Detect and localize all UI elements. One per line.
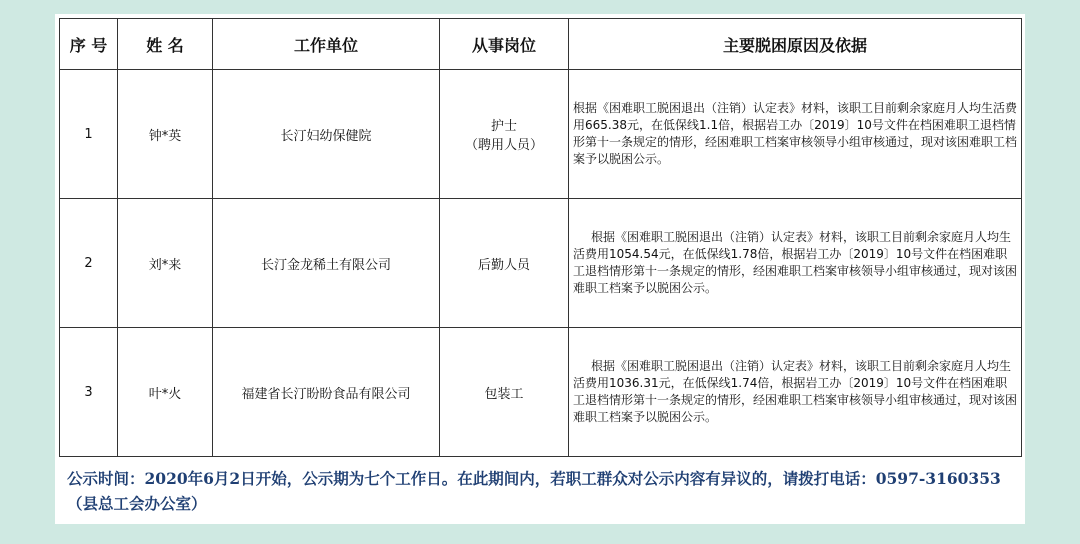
position-line1: 护士 (490, 119, 517, 134)
notice-sheet (55, 14, 1025, 524)
row-position (440, 199, 569, 328)
row-name: 叶*火 (118, 328, 213, 457)
row-reason (569, 328, 1022, 457)
header-unit: 工作单位 (213, 19, 440, 70)
row-position (440, 328, 569, 457)
header-name: 姓 名 (118, 19, 213, 70)
reason-text: 根据《困难职工脱困退出（注销）认定表》材料，该职工目前剩余家庭月人均生活费用1036.31元，在低保线1.74倍，根据岩工办〔2019〕10号文件在档困难职工退档情形第十一条规定的情形，经困难职工档案审核领导小组审核通过，现对该困难职工档案予以脱困公示。 (573, 359, 1018, 424)
row-unit: 福建省长汀盼盼食品有限公司 (213, 328, 440, 457)
table-row (60, 70, 1022, 199)
header-reason: 主要脱困原因及依据 (569, 19, 1022, 70)
row-reason (569, 70, 1022, 199)
header-no: 序 号 (60, 19, 118, 70)
header-position: 从事岗位 (440, 19, 569, 70)
position-line1: 后勤人员 (477, 257, 530, 273)
row-name: 钟*英 (118, 70, 213, 199)
poverty-exit-table (59, 18, 1022, 457)
table-row (60, 199, 1022, 328)
row-no: 3 (60, 328, 118, 457)
table-row (60, 328, 1022, 457)
row-reason (569, 199, 1022, 328)
reason-text: 根据《困难职工脱困退出（注销）认定表》材料，该职工目前剩余家庭月人均生活费用665.38元，在低保线1.1倍，根据岩工办〔2019〕10号文件在档困难职工退档情形第十一条规定的情形，经困难职工档案审核领导小组审核通过，现对该困难职工档案予以脱困公示。 (573, 101, 1018, 166)
public-notice-footer: 公示时间：2020年6月2日开始，公示期为七个工作日。在此期间内，若职工群众对公示内容有异议的，请拨打电话：0597-3160353（县总工会办公室） (67, 469, 1001, 513)
row-name: 刘*来 (118, 199, 213, 328)
position-line2: （聘用人员） (464, 138, 543, 153)
row-no: 1 (60, 70, 118, 199)
position-line1: 包装工 (484, 386, 524, 402)
reason-text: 根据《困难职工脱困退出（注销）认定表》材料，该职工目前剩余家庭月人均生活费用1054.54元，在低保线1.78倍，根据岩工办〔2019〕10号文件在档困难职工退档情形第十一条规定的情形，经困难职工档案审核领导小组审核通过，现对该困难职工档案予以脱困公示。 (573, 230, 1018, 295)
header-row (60, 19, 1022, 70)
row-position (440, 70, 569, 199)
row-unit: 长汀妇幼保健院 (213, 70, 440, 199)
row-no: 2 (60, 199, 118, 328)
row-unit: 长汀金龙稀土有限公司 (213, 199, 440, 328)
